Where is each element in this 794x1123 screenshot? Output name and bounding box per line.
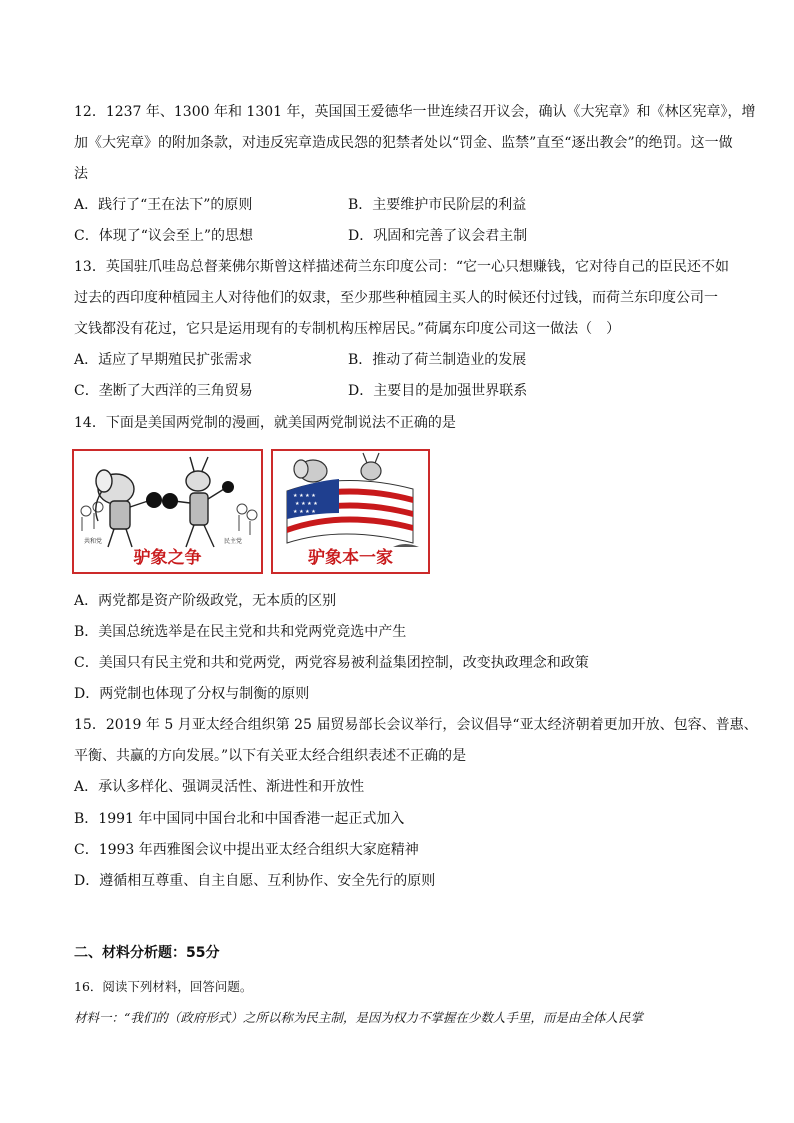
q13-options-row-2	[74, 381, 528, 401]
q13-option-b[interactable]: B．推动了荷兰制造业的发展	[348, 352, 527, 368]
section-2-title: 二、材料分析题：55分	[74, 945, 220, 961]
svg-text:★ ★ ★ ★: ★ ★ ★ ★	[295, 501, 318, 507]
q13-option-d[interactable]: D．主要目的是加强世界联系	[348, 383, 528, 399]
q13-stem-line-2: 过去的西印度种植园主人对待他们的奴隶，至少那些种植园主买人的时候还付过钱，而荷兰东印度公司一	[74, 290, 718, 306]
q12-stem-line-1: 12．1237 年、1300 年和 1301 年，英国国王爱德华一世连续召开议会，确认《大宪章》和《林区宪章》，增	[74, 104, 756, 120]
q13-options-row-1	[74, 350, 527, 370]
cartoon-left-caption: 驴象之争	[133, 548, 202, 568]
svg-text:★ ★ ★ ★: ★ ★ ★ ★	[293, 493, 316, 499]
svg-text:★ ★ ★ ★: ★ ★ ★ ★	[293, 509, 316, 515]
q16-material-1: 材料一：“我们的（政府形式）之所以称为民主制，是因为权力不掌握在少数人手里，而是由全体人民掌	[74, 1010, 643, 1025]
q14-option-b[interactable]: B．美国总统选举是在民主党和共和党两党竞选中产生	[74, 624, 407, 640]
q13-stem-line-1: 13．英国驻爪哇岛总督莱佛尔斯曾这样描述荷兰东印度公司：“它一心只想赚钱，它对待自己的臣民还不如	[74, 259, 729, 275]
q14-option-a[interactable]: A．两党都是资产阶级政党，无本质的区别	[74, 593, 337, 609]
label-republican: 共和党	[84, 538, 103, 545]
q13-stem-line-3: 文钱都没有花过，它只是运用现有的专制机构压榨居民。”荷属东印度公司这一做法（ ）	[74, 321, 621, 337]
q15-option-c[interactable]: C．1993 年西雅图会议中提出亚太经合组织大家庭精神	[74, 842, 419, 858]
q12-option-a[interactable]: A．践行了“王在法下”的原则	[74, 197, 253, 213]
q14-option-d[interactable]: D．两党制也体现了分权与制衡的原则	[74, 686, 310, 702]
q14-option-c[interactable]: C．美国只有民主党和共和党两党，两党容易被利益集团控制，改变执政理念和政策	[74, 655, 589, 671]
q14-stem-line-1: 14．下面是美国两党制的漫画，就美国两党制说法不正确的是	[74, 415, 456, 431]
label-democrat: 民主党	[224, 538, 243, 545]
us-flag-icon	[287, 479, 413, 543]
q15-stem-line-2: 平衡、共赢的方向发展。”以下有关亚太经合组织表述不正确的是	[74, 748, 467, 764]
cartoon-donkey-elephant-family	[271, 449, 430, 574]
q16-stem-line-1: 16．阅读下列材料，回答问题。	[74, 979, 253, 994]
q12-options-row-2	[74, 226, 528, 246]
q12-option-c[interactable]: C．体现了“议会至上”的思想	[74, 228, 254, 244]
q15-option-b[interactable]: B．1991 年中国同中国台北和中国香港一起正式加入	[74, 811, 405, 827]
q12-stem-line-2: 加《大宪章》的附加条款，对违反宪章造成民怨的犯禁者处以“罚金、监禁”直至“逐出教会”的绝罚。这一做	[74, 135, 733, 151]
q15-option-d[interactable]: D．遵循相互尊重、自主自愿、互利协作、安全先行的原则	[74, 873, 436, 889]
q13-option-a[interactable]: A．适应了早期殖民扩张需求	[74, 352, 253, 368]
q12-stem-line-3: 法	[74, 166, 88, 182]
q12-options-row-1	[74, 195, 527, 215]
cartoon-right-caption: 驴象本一家	[308, 548, 393, 568]
q13-option-c[interactable]: C．垄断了大西洋的三角贸易	[74, 383, 253, 399]
q12-option-d[interactable]: D．巩固和完善了议会君主制	[348, 228, 528, 244]
q15-option-a[interactable]: A．承认多样化、强调灵活性、渐进性和开放性	[74, 779, 365, 795]
q12-option-b[interactable]: B．主要维护市民阶层的利益	[348, 197, 527, 213]
q15-stem-line-1: 15．2019 年 5 月亚太经合组织第 25 届贸易部长会议举行，会议倡导“亚太经济朝着更加开放、包容、普惠、	[74, 717, 758, 733]
cartoon-donkey-elephant-fight	[72, 449, 263, 574]
